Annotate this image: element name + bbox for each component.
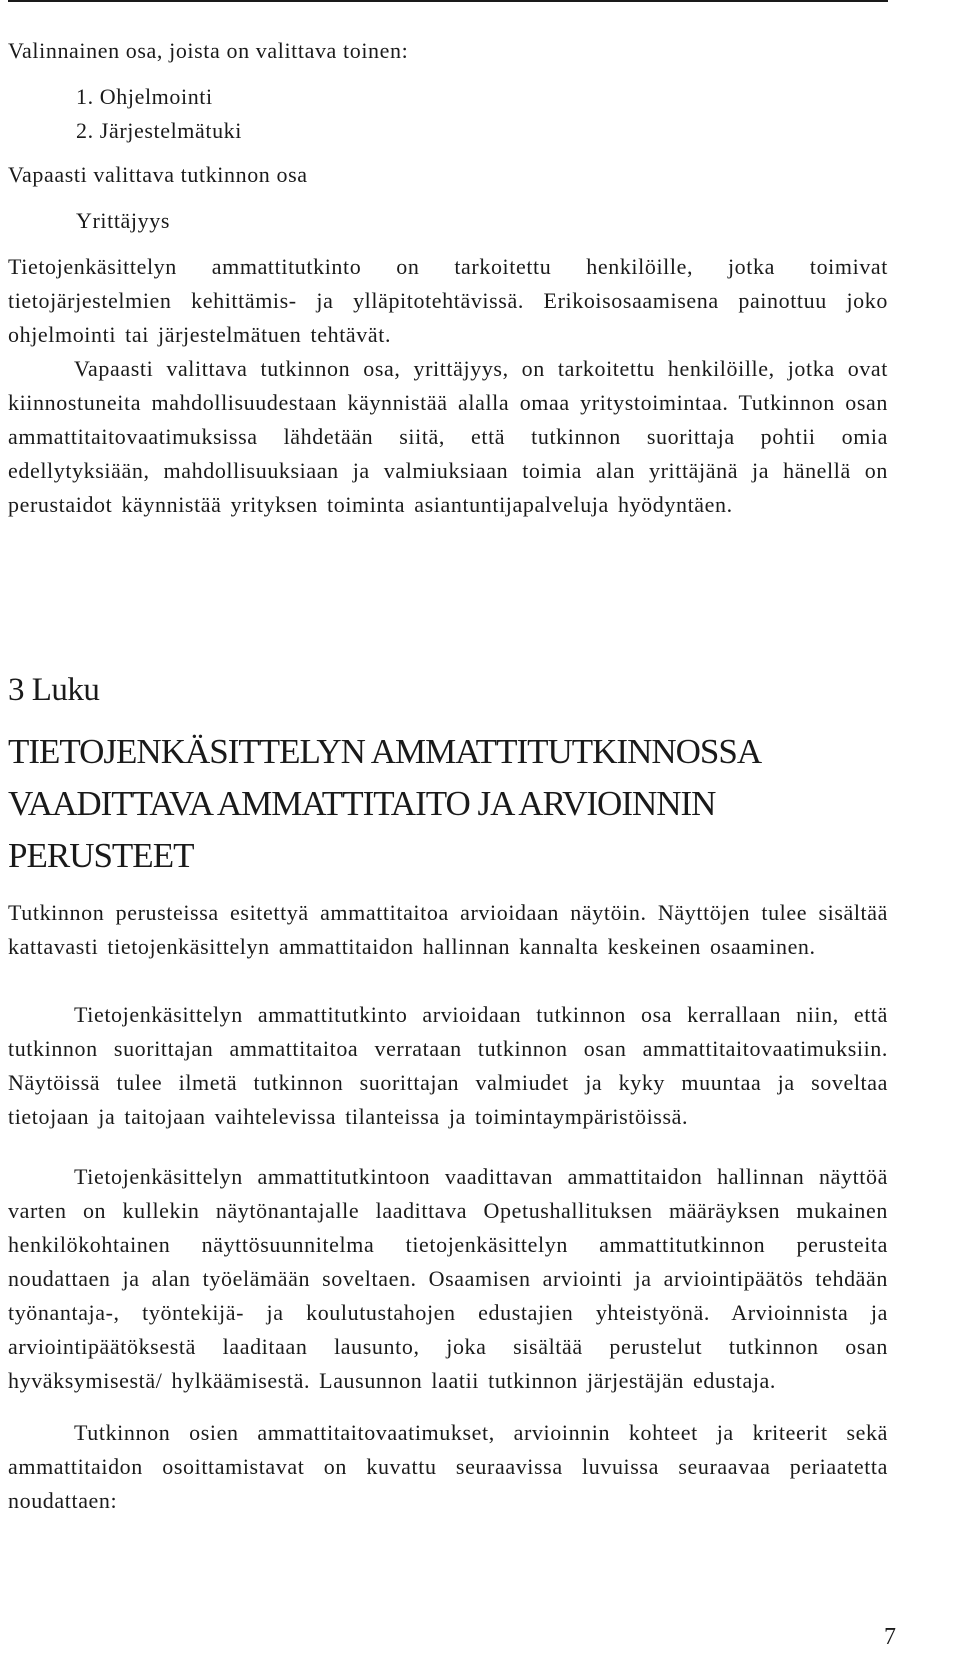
chapter-label: 3 Luku	[8, 672, 100, 708]
paragraph-assessment-per-part: Tietojenkäsittelyn ammattitutkinto arvioidaan tutkinnon osa kerrallaan niin, että tutkinnon suorittajan ammattitaitoa verrataan tutkinnon osan ammattitaitovaatimuksiin. Näytöissä tulee ilmetä tutkinnon suorittajan valmiudet ja kyky muuntaa ja soveltaa tietojaan ja taitojaan vaihtelevissa tilanteissa ja toimintaympäristöissä.	[8, 1002, 888, 1129]
intro-line: Valinnainen osa, joista on valittava toinen:	[8, 38, 409, 63]
paragraph-assessment-plan: Tietojenkäsittelyn ammattitutkintoon vaadittavan ammattitaidon hallinnan näyttöä varten on kullekin näytönantajalle laadittava Opetushallituksen määräyksen mukainen henkilökohtainen näyttösuunnitelma tietojenkäsittelyn ammattitutkinnon perusteita noudattaen ja alan työelämään soveltaen. Osaamisen arviointi ja arviointipäätös tehdään työnantaja-, työntekijä- ja koulutustahojen edustajien yhteistyönä. Arvioinnista ja arviointipäätöksestä laaditaan lausunto, joka sisältää perustelut tutkinnon osan hyväksymisestä/ hylkäämisestä. Lausunnon laatii tutkinnon järjestäjän edustaja.	[8, 1164, 888, 1393]
paragraph-degree-purpose: Tietojenkäsittelyn ammattitutkinto on tarkoitettu henkilöille, jotka toimivat tietojärjestelmien kehittämis- ja ylläpitotehtävissä. Erikoisosaamisena painottuu joko ohjelmointi tai järjestelmätuen tehtävät.	[8, 254, 888, 347]
heading-line-2: VAADITTAVA AMMATTITAITO JA ARVIOINNIN	[8, 784, 716, 823]
heading-line-3: PERUSTEET	[8, 836, 194, 875]
paragraph-assessment-intro: Tutkinnon perusteissa esitettyä ammattitaitoa arvioidaan näytöin. Näyttöjen tulee sisältää kattavasti tietojenkäsittelyn ammattitaidon hallinnan kannalta keskeinen osaaminen.	[8, 900, 888, 959]
paragraph-requirements-description: Tutkinnon osien ammattitaitovaatimukset, arvioinnin kohteet ja kriteerit sekä ammattitaidon osoittamistavat on kuvattu seuraavissa luvuissa seuraavaa periaatetta noudattaen:	[8, 1420, 888, 1513]
entrepreneurship-label: Yrittäjyys	[76, 208, 170, 233]
section-heading	[8, 726, 908, 882]
top-rule	[8, 0, 888, 2]
free-choice-label: Vapaasti valittava tutkinnon osa	[8, 162, 308, 187]
heading-line-1: TIETOJENKÄSITTELYN AMMATTITUTKINNOSSA	[8, 732, 762, 771]
page-number: 7	[884, 1624, 896, 1650]
option-1: 1. Ohjelmointi	[76, 84, 213, 109]
paragraph-entrepreneurship: Vapaasti valittava tutkinnon osa, yrittäjyys, on tarkoitettu henkilöille, jotka ovat kiinnostuneita mahdollisuudestaan käynnistää alalla omaa yritystoimintaa. Tutkinnon osan ammattitaitovaatimuksissa lähdetään siitä, että tutkinnon suorittaja pohtii omia edellytyksiään, mahdollisuuksiaan ja valmiuksiaan toimia alan yrittäjänä ja hänellä on perustaidot käynnistää yrityksen toiminta asiantuntijapalveluja hyödyntäen.	[8, 356, 888, 517]
option-2: 2. Järjestelmätuki	[76, 118, 242, 143]
